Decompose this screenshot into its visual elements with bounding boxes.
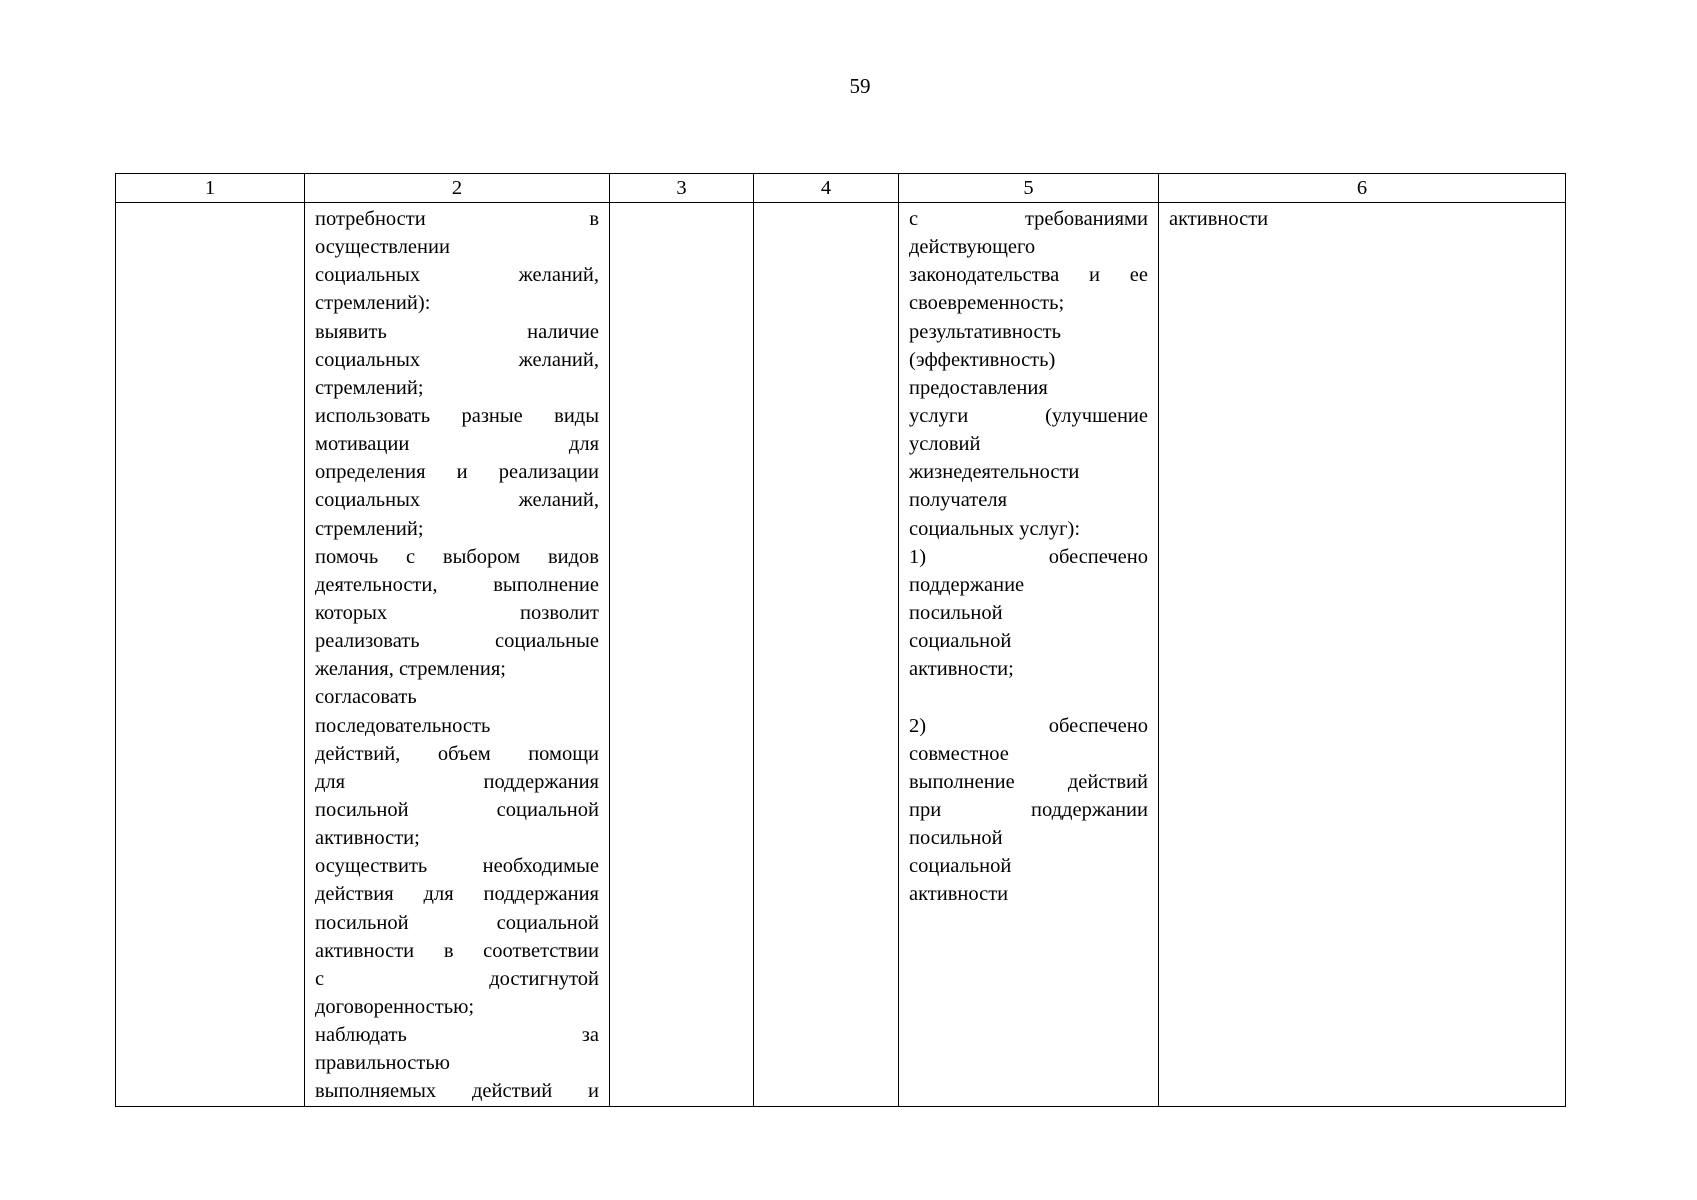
cell-text-line: деятельности, выполнение — [315, 573, 599, 596]
cell-text-line: правильностью — [315, 1052, 451, 1075]
column-header-5: 5 — [899, 174, 1159, 203]
column-header-3: 3 — [610, 174, 754, 203]
column-header-4: 4 — [754, 174, 899, 203]
cell-text-line: мотивации для — [315, 433, 599, 456]
cell-text-line: условий — [909, 433, 981, 456]
cell-text-line: согласовать — [315, 686, 417, 709]
cell-text-line: с требованиями — [909, 208, 1148, 230]
cell-text-line: активности; — [909, 658, 1014, 681]
cell-text-line: помочь с выбором видов — [315, 545, 599, 568]
cell-conditions — [1159, 203, 1566, 1107]
cell-text-line: для поддержания — [315, 770, 599, 793]
cell-text-line: активности — [909, 883, 1009, 906]
cell-text-line: активности — [1169, 208, 1269, 230]
cell-text-line: выявить наличие — [315, 320, 599, 343]
cell-text-line: социальных услуг): — [909, 517, 1081, 540]
column-header-2: 2 — [305, 174, 610, 203]
column-header-6: 6 — [1159, 174, 1566, 203]
cell-service-description — [305, 203, 610, 1107]
cell-text-line: социальных желаний, — [315, 489, 599, 512]
cell-text-line: услуги (улучшение — [909, 404, 1148, 427]
service-standard-table — [115, 173, 1566, 1107]
cell-text-line: получателя — [909, 489, 1008, 512]
cell-text-line: осуществлении — [315, 236, 450, 259]
cell-text-line: поддержание — [909, 573, 1025, 596]
table-row — [116, 203, 1566, 1107]
cell-text-line: выполняемых действий и — [315, 1080, 599, 1103]
cell-text-line: социальной — [909, 855, 1012, 878]
cell-text-line: активности в соответствии — [315, 939, 599, 962]
cell-text-line: выполнение действий — [909, 770, 1148, 793]
cell-text-line: с достигнутой — [315, 967, 599, 990]
cell-text-line: активности; — [315, 827, 420, 850]
cell-text-line: наблюдать за — [315, 1024, 599, 1047]
cell-text-line: социальной — [909, 630, 1012, 653]
cell-text-line: социальных желаний, — [315, 264, 599, 287]
cell-text-line: результативность — [909, 320, 1061, 343]
cell-text-line: законодательства и ее — [909, 264, 1148, 287]
cell-text-line: действия для поддержания — [315, 883, 599, 906]
cell-text-line: последовательность — [315, 714, 491, 737]
cell-text-line: определения и реализации — [315, 461, 599, 484]
cell-text-line: использовать разные виды — [315, 404, 599, 427]
cell-text-line: действий, объем помощи — [315, 742, 599, 765]
cell-text-line: 1) обеспечено — [909, 545, 1148, 568]
cell-text-line: реализовать социальные — [315, 630, 599, 653]
cell-text-line: посильной социальной — [315, 798, 599, 821]
cell-text-line: при поддержании — [909, 798, 1148, 821]
cell-text-line: посильной — [909, 827, 1003, 850]
cell-text-line — [909, 683, 1148, 711]
cell-text-line: стремлений; — [315, 376, 424, 399]
cell-text-line: стремлений; — [315, 517, 424, 540]
cell-text-line: стремлений): — [315, 292, 431, 315]
cell-text-line: предоставления — [909, 376, 1048, 399]
column-number-row — [116, 174, 1566, 203]
cell-service-name — [116, 203, 305, 1107]
cell-text-line: посильной — [909, 601, 1003, 624]
cell-service-norms — [754, 203, 899, 1107]
cell-text-line: посильной социальной — [315, 911, 599, 934]
cell-text-line: совместное — [909, 742, 1009, 765]
cell-text-line: (эффективность) — [909, 348, 1056, 371]
cell-text-line: действующего — [909, 236, 1036, 259]
cell-text-line: 2) обеспечено — [909, 714, 1148, 737]
cell-text-line: социальных желаний, — [315, 348, 599, 371]
cell-service-terms — [610, 203, 754, 1107]
cell-text-line: осуществить необходимые — [315, 855, 599, 878]
cell-text-line: жизнедеятельности — [909, 461, 1080, 484]
cell-text-line: договоренностью; — [315, 995, 475, 1018]
cell-text-line: потребности в — [315, 208, 599, 230]
page-number: 59 — [849, 74, 871, 98]
cell-quality-indicators — [899, 203, 1159, 1107]
cell-text-line: своевременность; — [909, 292, 1065, 315]
cell-text-line: которых позволит — [315, 601, 599, 624]
cell-text-line: желания, стремления; — [315, 658, 506, 681]
column-header-1: 1 — [116, 174, 305, 203]
